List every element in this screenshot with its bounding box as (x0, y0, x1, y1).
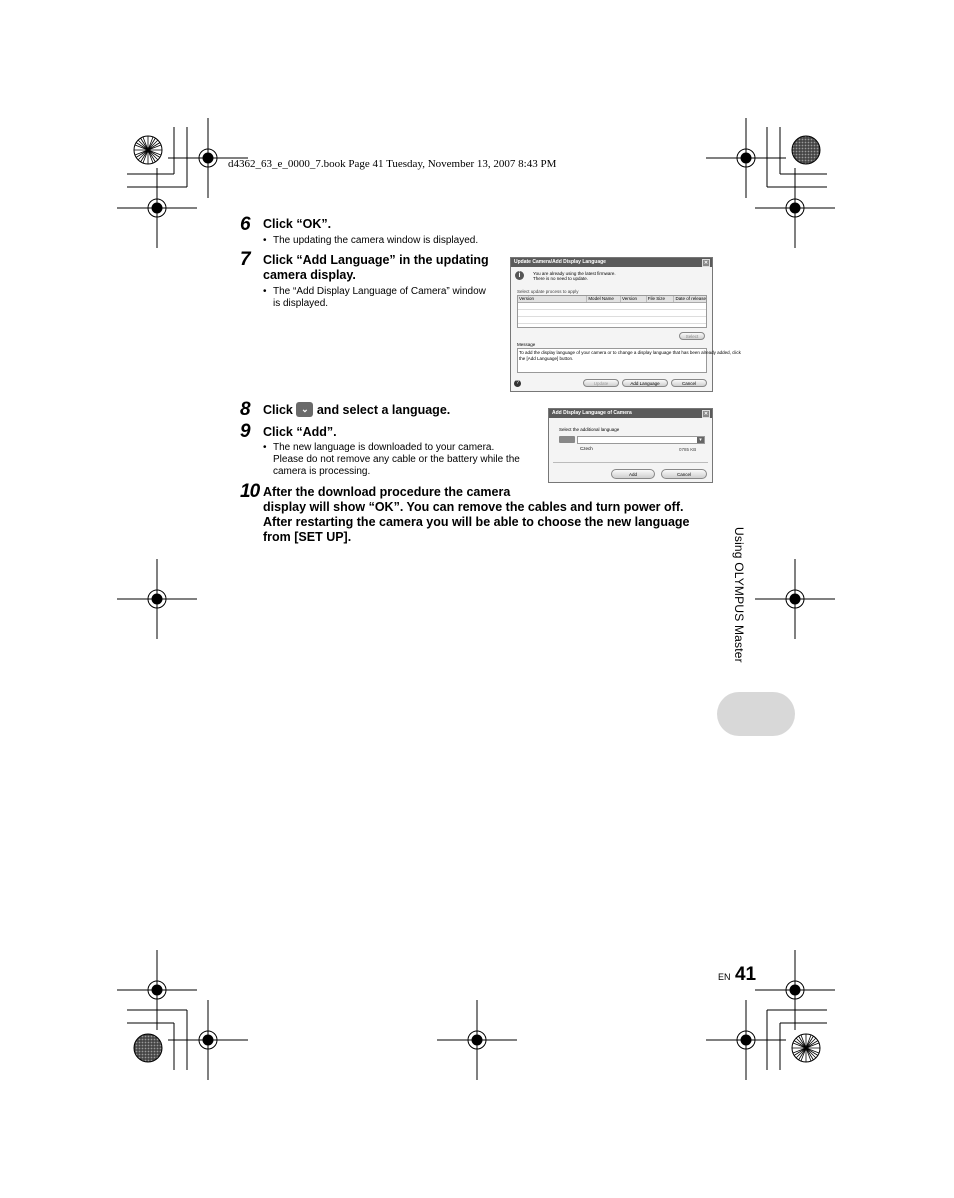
screenshot-update-camera (510, 257, 741, 392)
language-size: 0785 KB (679, 447, 697, 452)
chevron-down-icon: ▾ (697, 437, 704, 443)
message-box: To add the display language of your camera or to change a display language that has been already added, click the [Add Language] button. (517, 348, 707, 373)
step-number-6: 6 (240, 214, 251, 235)
step-7-text: Click “Add Language” in the updating camera display. (263, 253, 489, 282)
step-9-bullet: • The new language is downloaded to your camera. Please do not remove any cable or the battery while the camera is processing. (263, 442, 520, 477)
update-button: Update (583, 379, 619, 387)
update-list (517, 295, 707, 328)
file-header: d4362_63_e_0000_7.book Page 41 Tuesday, November 13, 2007 8:43 PM (228, 158, 557, 170)
list-label: Select update process to apply (517, 289, 579, 294)
update-message: You are already using the latest firmware. There is no need to update. (533, 271, 616, 281)
step-6-bullet: • The updating the camera window is displayed. (263, 235, 479, 246)
window-title-bar: Add Display Language of Camera ✕ (549, 409, 712, 418)
close-icon: ✕ (703, 411, 709, 417)
step-7-bullet: • The “Add Display Language of Camera” window is displayed. (263, 286, 486, 309)
message-label: Message (517, 342, 536, 347)
page-number: EN 41 (718, 964, 757, 985)
section-side-label: Using OLYMPUS Master (732, 527, 746, 663)
add-button: Add (611, 469, 655, 479)
help-icon: ? (514, 380, 521, 387)
chevron-down-icon: ⌄ (296, 402, 313, 417)
screenshot-add-language (548, 408, 713, 483)
cancel-button: Cancel (671, 379, 707, 387)
select-button: Select (679, 332, 705, 340)
list-header: Version Model Name Version File Size Date of release (519, 296, 706, 301)
step-8-text: Click ⌄ and select a language. (263, 403, 451, 417)
camera-icon (559, 436, 575, 443)
step-number-8: 8 (240, 399, 251, 420)
section-tab (717, 692, 795, 736)
step-number-10: 10 (240, 481, 260, 502)
info-icon: i (515, 271, 524, 280)
step-6-text: Click “OK”. (263, 217, 332, 231)
window-title-bar: Update Camera/Add Display Language ✕ (511, 258, 712, 267)
language-prompt: Select the additional language (559, 427, 620, 432)
close-icon: ✕ (703, 260, 709, 266)
step-10-text: After the download procedure the camera display will show “OK”. You can remove the cables and turn power off. After restarting the camera you will be able to choose the new language from [SET UP]. (263, 485, 690, 544)
step-number-9: 9 (240, 421, 251, 442)
step-9-text: Click “Add”. (263, 425, 337, 439)
add-language-button: Add Language (622, 379, 668, 387)
language-select: Czech ▾ (577, 436, 705, 444)
cancel-button: Cancel (661, 469, 707, 479)
step-number-7: 7 (240, 249, 251, 270)
